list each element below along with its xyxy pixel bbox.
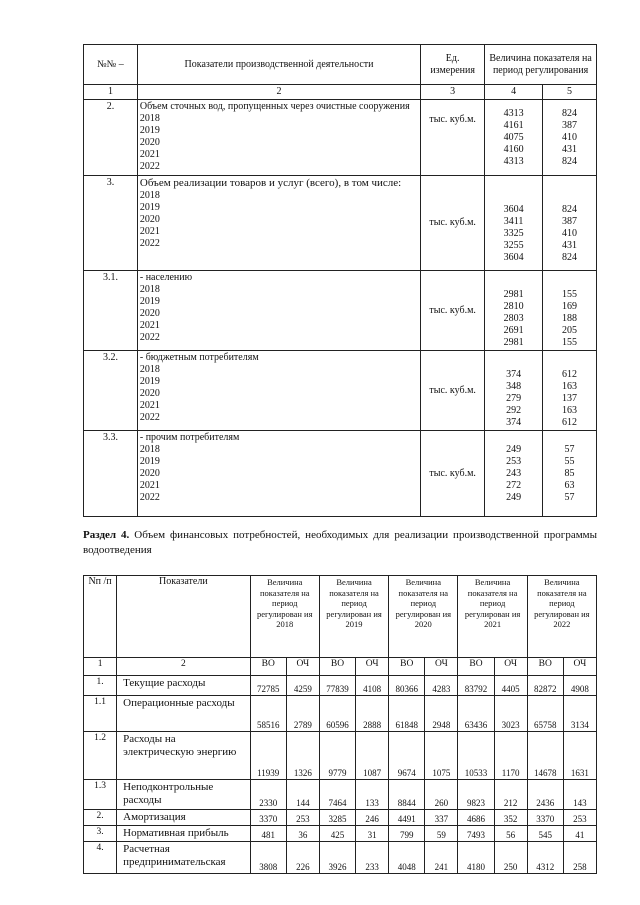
value-cell: 824 [562, 204, 578, 215]
row-year: 2019 [139, 125, 160, 136]
value-cell: 4313 [503, 107, 524, 119]
period-header-2020 [389, 576, 458, 658]
value-cell: 9823 [458, 780, 494, 810]
value-cell: 3370 [250, 810, 286, 826]
value-cell: 57 [564, 443, 575, 455]
row-year: 2022 [139, 238, 160, 249]
period-header-text: Величина показателя на период регулирован ия [257, 577, 313, 619]
value-cell: 352 [494, 810, 527, 826]
value-cell: 545 [527, 826, 563, 842]
value-cell: 431 [562, 143, 578, 155]
table-row [84, 810, 597, 826]
value-cell: 374 [506, 369, 522, 380]
value-cell: 4491 [389, 810, 425, 826]
row-label: Нормативная прибыль [117, 826, 251, 842]
value-cell: 4161 [503, 119, 524, 131]
colnum: 1 [84, 658, 117, 676]
sub-och: ОЧ [425, 658, 458, 676]
row-col4 [485, 100, 543, 176]
row-unit: тыс. куб.м. [421, 271, 485, 351]
value-cell: 2888 [356, 696, 389, 732]
header-no: Nп /п [84, 576, 117, 658]
value-cell: 233 [356, 842, 389, 874]
value-cell: 2789 [286, 696, 319, 732]
table1-colnum-row [84, 85, 597, 100]
table-row [84, 676, 597, 696]
value-cell: 246 [356, 810, 389, 826]
value-cell: 8844 [389, 780, 425, 810]
colnum: 4 [485, 85, 543, 100]
row-no: 1.2 [84, 732, 117, 780]
value-cell: 410 [562, 228, 578, 239]
value-cell: 431 [562, 240, 578, 251]
table2-body [84, 676, 597, 874]
row-year: 2020 [139, 388, 160, 399]
row-year: 2018 [139, 364, 160, 375]
value-cell: 1170 [494, 732, 527, 780]
header-indicator: Показатели [117, 576, 251, 658]
period-year: 2022 [553, 619, 571, 629]
row-col4 [485, 351, 543, 431]
table-row [84, 842, 597, 874]
colnum: 2 [117, 658, 251, 676]
row-col5 [543, 431, 597, 517]
row-label: Расчетная предпринимательская [117, 842, 251, 874]
row-year: 2020 [139, 137, 160, 148]
value-cell: 2803 [503, 313, 524, 324]
row-no: 4. [84, 842, 117, 874]
row-year: 2021 [139, 480, 160, 491]
value-cell: 1631 [563, 732, 596, 780]
section-label: Раздел 4. [83, 529, 130, 541]
value-cell: 212 [494, 780, 527, 810]
value-cell: 80366 [389, 676, 425, 696]
table-row [84, 176, 597, 271]
value-cell: 163 [562, 405, 578, 416]
value-cell: 82872 [527, 676, 563, 696]
value-cell: 65758 [527, 696, 563, 732]
value-cell: 425 [319, 826, 355, 842]
row-year: 2020 [139, 214, 160, 225]
value-cell: 10533 [458, 732, 494, 780]
value-cell: 63436 [458, 696, 494, 732]
period-header-2018 [250, 576, 319, 658]
row-label: Неподконтрольные расходы [117, 780, 251, 810]
row-no: 3.3. [84, 431, 138, 517]
value-cell: 55 [564, 455, 575, 467]
row-year: 2021 [139, 149, 160, 160]
value-cell: 7464 [319, 780, 355, 810]
table-row [84, 696, 597, 732]
period-year: 2020 [414, 619, 432, 629]
value-cell: 241 [425, 842, 458, 874]
sub-och: ОЧ [356, 658, 389, 676]
row-no: 1.1 [84, 696, 117, 732]
value-cell: 1075 [425, 732, 458, 780]
sub-vo: ВО [319, 658, 355, 676]
row-title: - бюджетным потребителям [139, 352, 259, 363]
value-cell: 612 [562, 369, 578, 380]
row-no: 3.1. [84, 271, 138, 351]
value-cell: 279 [506, 393, 522, 404]
row-year: 2020 [139, 308, 160, 319]
value-cell: 3325 [503, 228, 524, 239]
value-cell: 2330 [250, 780, 286, 810]
row-year: 2022 [139, 412, 160, 423]
period-header-text: Величина показателя на период регулирован ия [464, 577, 521, 619]
value-cell: 337 [425, 810, 458, 826]
table-row [84, 780, 597, 810]
financial-needs-table [83, 575, 597, 874]
value-cell: 226 [286, 842, 319, 874]
period-header-text: Величина показателя на период регулирован ия [534, 577, 590, 619]
value-cell: 3411 [503, 216, 524, 227]
value-cell: 410 [562, 131, 578, 143]
table1-header-row [84, 45, 597, 85]
row-col4 [485, 271, 543, 351]
value-cell: 11939 [250, 732, 286, 780]
row-year: 2019 [139, 456, 160, 467]
row-no: 2. [84, 100, 138, 176]
row-label: Текущие расходы [117, 676, 251, 696]
row-label: Операционные расходы [117, 696, 251, 732]
value-cell: 143 [563, 780, 596, 810]
value-cell: 2436 [527, 780, 563, 810]
value-cell: 9674 [389, 732, 425, 780]
row-indicator [137, 351, 420, 431]
value-cell: 249 [506, 443, 522, 455]
value-cell: 799 [389, 826, 425, 842]
colnum: 1 [84, 85, 138, 100]
header-indicator: Показатели производственной деятельности [137, 45, 420, 85]
sub-vo: ВО [389, 658, 425, 676]
value-cell: 83792 [458, 676, 494, 696]
sub-vo: ВО [250, 658, 286, 676]
value-cell: 249 [506, 491, 522, 503]
row-year: 2021 [139, 226, 160, 237]
value-cell: 4283 [425, 676, 458, 696]
row-year: 2022 [139, 161, 160, 172]
value-cell: 4160 [503, 143, 524, 155]
value-cell: 133 [356, 780, 389, 810]
value-cell: 4259 [286, 676, 319, 696]
value-cell: 41 [563, 826, 596, 842]
table-row [84, 431, 597, 517]
value-cell: 188 [562, 313, 578, 324]
colnum: 5 [543, 85, 597, 100]
value-cell: 387 [562, 119, 578, 131]
value-cell: 3808 [250, 842, 286, 874]
value-cell: 2691 [503, 325, 524, 336]
table-row [84, 351, 597, 431]
period-year: 2019 [345, 619, 363, 629]
period-header-text: Величина показателя на период регулирован ия [395, 577, 452, 619]
row-col5 [543, 176, 597, 271]
value-cell: 260 [425, 780, 458, 810]
value-cell: 36 [286, 826, 319, 842]
row-year: 2018 [139, 444, 160, 455]
row-col5 [543, 351, 597, 431]
row-no: 2. [84, 810, 117, 826]
table-row [84, 826, 597, 842]
value-cell: 4313 [503, 155, 524, 167]
row-unit: тыс. куб.м. [421, 351, 485, 431]
value-cell: 4048 [389, 842, 425, 874]
sub-vo: ВО [458, 658, 494, 676]
value-cell: 7493 [458, 826, 494, 842]
row-title: - населению [139, 272, 193, 283]
value-cell: 3285 [319, 810, 355, 826]
value-cell: 612 [562, 417, 578, 428]
value-cell: 250 [494, 842, 527, 874]
value-cell: 3255 [503, 240, 524, 251]
row-title: Объем сточных вод, пропущенных через очистные сооружения 2018 [139, 101, 410, 124]
value-cell: 58516 [250, 696, 286, 732]
header-value: Величина показателя на период регулирования [485, 45, 597, 85]
value-cell: 4312 [527, 842, 563, 874]
value-cell: 253 [286, 810, 319, 826]
value-cell: 31 [356, 826, 389, 842]
row-year: 2022 [139, 492, 160, 503]
row-no: 3.2. [84, 351, 138, 431]
row-title: Объем реализации товаров и услуг (всего), в том числе: [139, 177, 402, 189]
value-cell: 824 [562, 252, 578, 263]
table-row [84, 732, 597, 780]
table2-subheader-row [84, 658, 597, 676]
row-col4 [485, 431, 543, 517]
value-cell: 144 [286, 780, 319, 810]
value-cell: 2981 [503, 337, 524, 348]
value-cell: 72785 [250, 676, 286, 696]
header-no: №№ – [84, 45, 138, 85]
table-row [84, 271, 597, 351]
period-header-2019 [319, 576, 388, 658]
value-cell: 14678 [527, 732, 563, 780]
value-cell: 348 [506, 381, 522, 392]
value-cell: 272 [506, 479, 522, 491]
value-cell: 60596 [319, 696, 355, 732]
value-cell: 824 [562, 155, 578, 167]
value-cell: 4180 [458, 842, 494, 874]
row-year: 2019 [139, 376, 160, 387]
row-indicator [137, 271, 420, 351]
sub-och: ОЧ [563, 658, 596, 676]
value-cell: 258 [563, 842, 596, 874]
value-cell: 253 [563, 810, 596, 826]
row-no: 1.3 [84, 780, 117, 810]
value-cell: 3023 [494, 696, 527, 732]
colnum: 3 [421, 85, 485, 100]
sub-vo: ВО [527, 658, 563, 676]
row-year: 2019 [139, 296, 160, 307]
header-unit: Ед. измерения [421, 45, 485, 85]
value-cell: 155 [562, 337, 578, 348]
value-cell: 4405 [494, 676, 527, 696]
row-no: 1. [84, 676, 117, 696]
value-cell: 169 [562, 301, 578, 312]
value-cell: 374 [506, 417, 522, 428]
value-cell: 824 [562, 107, 578, 119]
row-year: 2019 [139, 202, 160, 213]
row-no: 3. [84, 826, 117, 842]
row-unit: тыс. куб.м. [421, 176, 485, 271]
value-cell: 1087 [356, 732, 389, 780]
value-cell: 3926 [319, 842, 355, 874]
value-cell: 163 [562, 381, 578, 392]
value-cell: 85 [564, 467, 575, 479]
sub-och: ОЧ [286, 658, 319, 676]
row-year: 2022 [139, 332, 160, 343]
row-year: 2021 [139, 320, 160, 331]
row-year: 2020 [139, 468, 160, 479]
value-cell: 387 [562, 216, 578, 227]
value-cell: 205 [562, 325, 578, 336]
section-text: Объем финансовых потребностей, необходимых для реализации производственной программы водоотведения [83, 529, 598, 556]
row-indicator [137, 100, 420, 176]
value-cell: 3134 [563, 696, 596, 732]
row-year: 2018 [139, 190, 160, 201]
row-no: 3. [84, 176, 138, 271]
value-cell: 137 [562, 393, 578, 404]
row-label: Расходы на электрическую энергию [117, 732, 251, 780]
row-col4 [485, 176, 543, 271]
production-indicators-table [83, 44, 597, 517]
sub-och: ОЧ [494, 658, 527, 676]
value-cell: 77839 [319, 676, 355, 696]
value-cell: 56 [494, 826, 527, 842]
table-row [84, 100, 597, 176]
value-cell: 292 [506, 405, 522, 416]
value-cell: 3604 [503, 252, 524, 263]
value-cell: 57 [564, 491, 575, 503]
value-cell: 61848 [389, 696, 425, 732]
section-heading [83, 528, 597, 558]
row-unit: тыс. куб.м. [421, 431, 485, 517]
value-cell: 253 [506, 455, 522, 467]
value-cell: 9779 [319, 732, 355, 780]
value-cell: 3370 [527, 810, 563, 826]
row-unit: тыс. куб.м. [421, 100, 485, 176]
row-indicator [137, 176, 420, 271]
row-year: 2021 [139, 400, 160, 411]
period-header-2022 [527, 576, 596, 658]
row-col5 [543, 271, 597, 351]
row-indicator [137, 431, 420, 517]
value-cell: 243 [506, 467, 522, 479]
row-year: 2018 [139, 284, 160, 295]
value-cell: 59 [425, 826, 458, 842]
value-cell: 4075 [503, 131, 524, 143]
row-col5 [543, 100, 597, 176]
value-cell: 2981 [503, 289, 524, 300]
value-cell: 2948 [425, 696, 458, 732]
value-cell: 4108 [356, 676, 389, 696]
period-year: 2021 [484, 619, 502, 629]
value-cell: 3604 [503, 204, 524, 215]
value-cell: 155 [562, 289, 578, 300]
row-label: Амортизация [117, 810, 251, 826]
value-cell: 4686 [458, 810, 494, 826]
period-header-2021 [458, 576, 527, 658]
row-title: - прочим потребителям [139, 432, 240, 443]
colnum: 2 [137, 85, 420, 100]
value-cell: 63 [564, 479, 575, 491]
period-header-text: Величина показателя на период регулирован ия [326, 577, 382, 619]
period-year: 2018 [276, 619, 294, 629]
value-cell: 481 [250, 826, 286, 842]
value-cell: 1326 [286, 732, 319, 780]
value-cell: 4908 [563, 676, 596, 696]
table2-header-row [84, 576, 597, 658]
value-cell: 2810 [503, 301, 524, 312]
